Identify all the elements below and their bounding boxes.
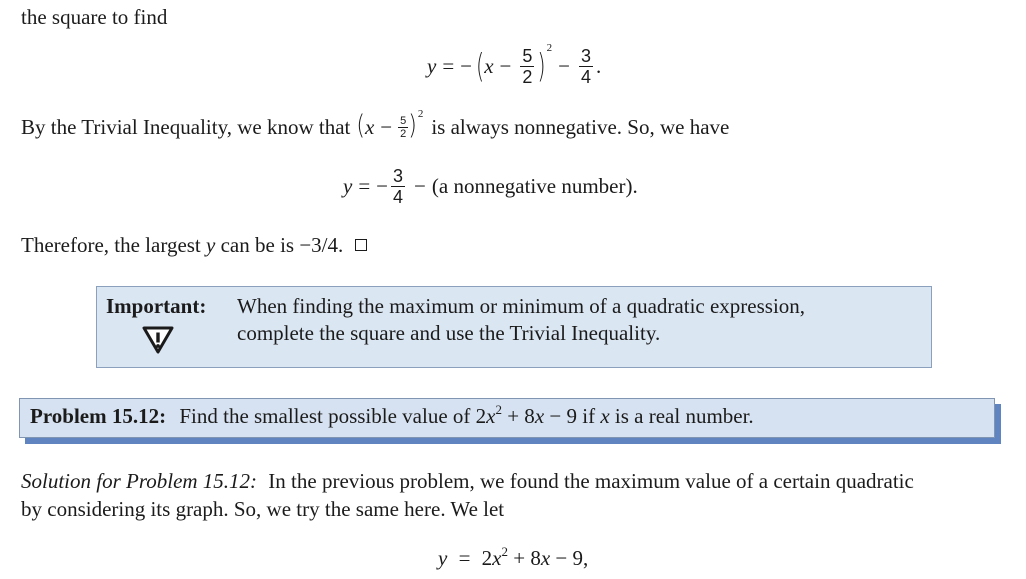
text-span: can be is −3/4. — [220, 233, 344, 257]
equation-bound — [343, 160, 638, 212]
text-span: (a nonnegative number). — [431, 173, 638, 198]
solution-label: Solution for Problem 15.12: — [21, 469, 258, 493]
warning-triangle-icon — [141, 325, 175, 361]
math-op: = — [358, 173, 371, 198]
text-line — [21, 467, 914, 495]
math-var: x — [540, 546, 551, 570]
math-fraction — [520, 46, 534, 87]
math-fraction — [391, 166, 405, 207]
text-span: is always nonnegative. So, we have — [431, 115, 730, 139]
qed-square-icon — [355, 239, 367, 251]
math-paren: ( — [476, 47, 485, 85]
math-fraction — [398, 115, 408, 140]
equation-completed-square — [427, 36, 601, 96]
problem-box — [19, 398, 995, 438]
math-var: y — [438, 546, 448, 570]
math-op: = — [442, 53, 455, 78]
fraction-denominator: 4 — [393, 186, 404, 207]
math-var: y — [343, 173, 353, 198]
problem-label: Problem 15.12: — [30, 404, 167, 428]
math-var: y — [206, 233, 216, 257]
problem-statement — [30, 404, 754, 429]
text-span: is a real number. — [614, 404, 754, 428]
fraction-denominator: 4 — [580, 66, 591, 87]
fraction-numerator: 5 — [522, 45, 533, 66]
fraction-denominator: 2 — [400, 127, 407, 140]
fraction-denominator: 2 — [522, 66, 533, 87]
math-op: − — [460, 53, 473, 78]
math-op: − — [414, 173, 426, 198]
text-span: − 9, — [555, 546, 589, 570]
math-paren: ) — [537, 47, 546, 85]
text-line — [21, 231, 367, 259]
math-var: x — [534, 404, 545, 428]
equation-quadratic — [438, 546, 588, 571]
fraction-numerator: 3 — [393, 165, 404, 186]
text-span: 2 — [481, 546, 493, 570]
math-op: − — [499, 53, 512, 78]
important-text-line: When finding the maximum or minimum of a quadratic expression, — [237, 294, 806, 318]
math-exponent: 2 — [501, 544, 508, 559]
text-span: + 8 — [507, 404, 535, 428]
math-op: − — [380, 115, 393, 139]
math-paren: ) — [408, 111, 417, 142]
math-var: x — [486, 404, 496, 428]
math-var: y — [427, 53, 437, 78]
text-line: the square to find — [21, 5, 168, 29]
text-span: − 9 if — [549, 404, 596, 428]
math-fraction — [579, 46, 593, 87]
math-exponent: 2 — [546, 42, 553, 54]
math-punctuation: . — [595, 53, 602, 78]
text-span: + 8 — [513, 546, 541, 570]
text-line: by considering its graph. So, we try the same here. We let — [21, 497, 505, 521]
text-line — [21, 108, 730, 143]
solution-paragraph — [21, 467, 914, 523]
math-var: x — [484, 53, 494, 78]
math-var: x — [364, 115, 375, 139]
fraction-numerator: 3 — [580, 45, 591, 66]
text-span: By the Trivial Inequality, we know that — [21, 115, 351, 139]
important-text — [237, 293, 805, 347]
important-label: Important: — [106, 294, 207, 318]
math-op: − — [376, 173, 389, 198]
text-span: In the previous problem, we found the maximum value of a certain quadratic — [268, 469, 914, 493]
text-span: Therefore, the largest — [21, 233, 201, 257]
math-var: x — [492, 546, 502, 570]
math-var: x — [600, 404, 610, 428]
math-paren: ( — [356, 111, 365, 142]
important-text-line: complete the square and use the Trivial Inequality. — [237, 321, 661, 345]
important-callout — [96, 286, 932, 368]
math-exponent: 2 — [495, 402, 502, 417]
text-span: Find the smallest possible value of 2 — [179, 404, 487, 428]
math-op: = — [458, 546, 471, 570]
fraction-numerator: 5 — [400, 114, 407, 127]
math-exponent: 2 — [417, 108, 424, 120]
math-op: − — [558, 53, 570, 78]
